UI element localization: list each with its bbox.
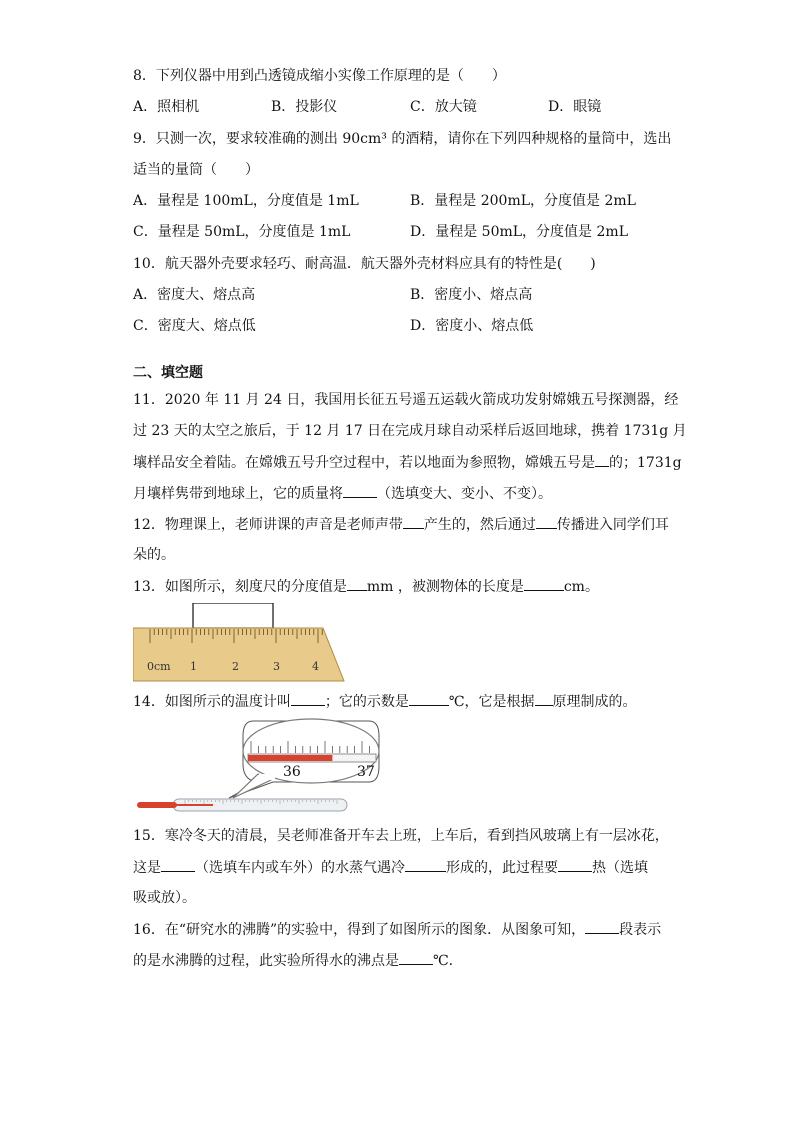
- q13-text-c: cm。: [563, 579, 599, 595]
- ruler-figure: [133, 603, 345, 683]
- answer-blank[interactable]: [403, 514, 424, 529]
- q8-option-a: A．照相机: [133, 99, 200, 115]
- q15-text-c: 形成的，此过程要: [446, 860, 558, 876]
- q8-option-c: C．放大镜: [410, 99, 477, 115]
- q12-text-c: 传播进入同学们耳: [556, 517, 669, 533]
- answer-blank[interactable]: [343, 483, 377, 498]
- question-10-stem: 10．航天器外壳要求轻巧、耐高温．航天器外壳材料应具有的特性是( ): [133, 256, 596, 272]
- q15-text-a: 这是: [133, 860, 161, 876]
- zoom-label-36: 36: [283, 764, 301, 780]
- ruler-label-0: 0cm: [147, 660, 171, 673]
- question-9-stem-line1: 9．只测一次，要求较准确的测出 90cm³ 的酒精，请你在下列四种规格的量筒中，选出: [133, 131, 672, 147]
- q9-option-c: C．量程是 50mL，分度值是 1mL: [133, 224, 351, 240]
- q11-line3-end: 的；1731g: [609, 455, 682, 471]
- q9-option-a: A．量程是 100mL，分度值是 1mL: [133, 193, 359, 209]
- answer-blank[interactable]: [291, 691, 325, 706]
- thermometer-mercury: [173, 804, 213, 806]
- question-14-stem: [133, 691, 637, 712]
- question-15-line2: [133, 857, 648, 878]
- question-11-line4: [133, 483, 552, 504]
- answer-blank[interactable]: [399, 950, 433, 965]
- q13-text-a: 13．如图所示，刻度尺的分度值是: [133, 579, 347, 595]
- ruler-body: [133, 628, 344, 681]
- q14-text-c: ℃，它是根据: [448, 694, 535, 710]
- zoomed-mercury-column: [248, 755, 332, 761]
- ruler-label-1: 1: [190, 660, 197, 673]
- q8-option-d: D．眼镜: [548, 99, 602, 115]
- q11-line4-start: 月壤样隽带到地球上，它的质量将: [133, 486, 343, 502]
- q15-text-b: （选填车内或车外）的水蒸气遇冷: [195, 860, 405, 876]
- q12-text-a: 12．物理课上，老师讲课的声音是老师声带: [133, 517, 403, 533]
- q12-text-b: 产生的，然后通过: [423, 517, 536, 533]
- question-13-stem: [133, 576, 599, 597]
- answer-blank[interactable]: [558, 857, 592, 872]
- answer-blank[interactable]: [595, 452, 609, 467]
- q11-line4-end: （选填变大、变小、不变）。: [377, 486, 552, 502]
- answer-blank[interactable]: [347, 576, 367, 591]
- q16-text-b2: ℃.: [433, 953, 454, 969]
- q8-option-b: B．投影仪: [271, 99, 338, 115]
- answer-blank[interactable]: [161, 857, 195, 872]
- answer-blank[interactable]: [409, 691, 449, 706]
- q13-text-b: mm ，被测物体的长度是: [366, 579, 524, 595]
- thermometer-bulb: [137, 802, 177, 808]
- q10-option-d: D．密度小、熔点低: [410, 318, 534, 334]
- zoom-label-37: 37: [357, 764, 375, 780]
- question-15-line1: 15．寒冷冬天的清晨，吴老师准备开车去上班，上车后，看到挡风玻璃上有一层冰花，: [133, 828, 669, 844]
- q14-text-d: 原理制成的。: [552, 694, 637, 710]
- question-12-line2: 朵的。: [133, 547, 175, 563]
- q10-option-a: A．密度大、熔点高: [133, 287, 256, 303]
- ruler-label-2: 2: [232, 660, 239, 673]
- question-11-line3: [133, 452, 682, 473]
- q10-option-c: C．密度大、熔点低: [133, 318, 256, 334]
- q9-option-d: D．量程是 50mL，分度值是 2mL: [410, 224, 628, 240]
- q16-text-b: 段表示: [619, 922, 662, 938]
- question-11-line1: 11．2020 年 11 月 24 日，我国用长征五号遥五运载火箭成功发射嫦娥五号探测器，经: [133, 392, 679, 408]
- ruler-label-3: 3: [273, 660, 280, 673]
- q16-text-a2: 的是水沸腾的过程，此实验所得水的沸点是: [133, 953, 399, 969]
- question-12-line1: [133, 514, 669, 535]
- measured-block: [193, 603, 273, 628]
- question-8-stem: 8．下列仪器中用到凸透镜成缩小实像工作原理的是（ ）: [133, 68, 506, 84]
- answer-blank[interactable]: [524, 576, 564, 591]
- q14-text-b: ；它的示数是: [324, 694, 409, 710]
- answer-blank[interactable]: [535, 691, 553, 706]
- q9-option-b: B．量程是 200mL，分度值是 2mL: [410, 193, 636, 209]
- ruler-label-4: 4: [312, 660, 319, 673]
- q14-text-a: 14．如图所示的温度计叫: [133, 694, 291, 710]
- q11-line3-text: 壤样品安全着陆。在嫦娥五号升空过程中，若以地面为参照物，嫦娥五号是: [133, 455, 595, 471]
- q10-option-b: B．密度小、熔点高: [410, 287, 533, 303]
- question-16-line2: [133, 950, 453, 971]
- answer-blank[interactable]: [405, 857, 446, 872]
- question-15-line3: 吸或放）。: [133, 890, 196, 906]
- question-9-stem-line2: 适当的量筒（ ）: [133, 162, 259, 178]
- answer-blank[interactable]: [536, 514, 557, 529]
- q15-text-d: 热（选填: [592, 860, 648, 876]
- question-11-line2: 过 23 天的太空之旅后，于 12 月 17 日在完成月球自动采样后返回地球，携着 1731g 月: [133, 423, 687, 439]
- answer-blank[interactable]: [585, 919, 619, 934]
- thermometer-figure: [133, 716, 393, 816]
- q16-text-a: 16．在“研究水的沸腾”的实验中，得到了如图所示的图象．从图象可知，: [133, 922, 586, 938]
- section-title-fill-in: 二、填空题: [133, 365, 203, 381]
- question-16-line1: [133, 919, 661, 940]
